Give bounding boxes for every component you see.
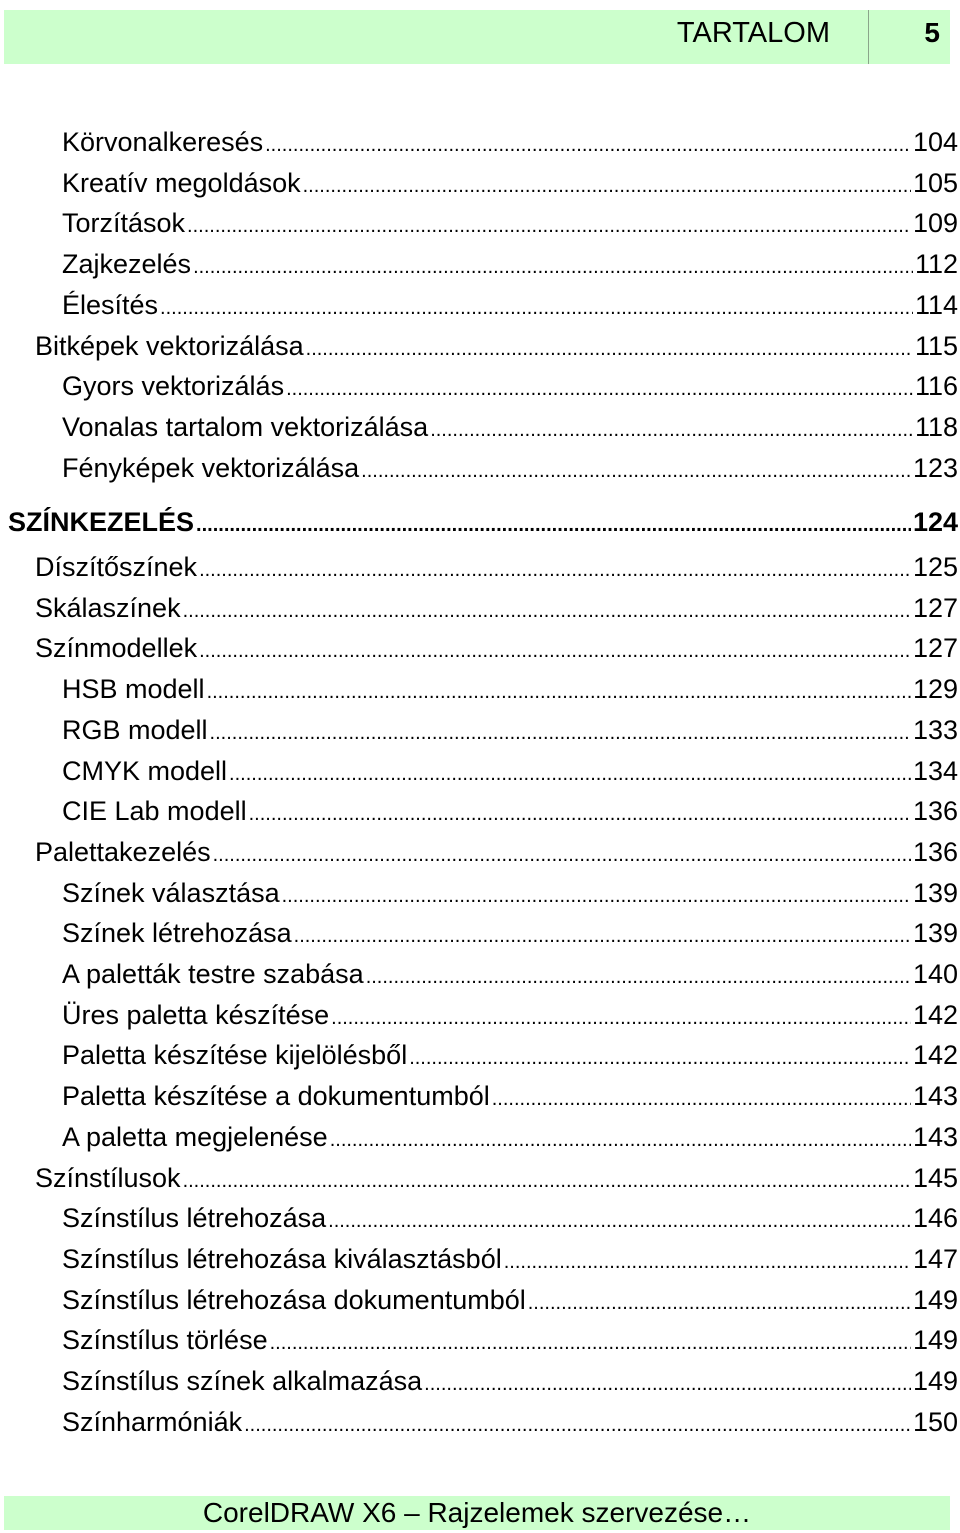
- toc-leader-dots: [286, 371, 913, 404]
- toc-leader-dots: [183, 593, 911, 626]
- toc-leader-dots: [213, 837, 911, 870]
- toc-entry-page: 150: [912, 1407, 958, 1437]
- toc-entry-label: Bitképek vektorizálása: [35, 331, 304, 361]
- toc-entry[interactable]: [62, 1282, 958, 1318]
- toc-entry[interactable]: [35, 630, 958, 666]
- toc-entry[interactable]: [62, 1241, 958, 1277]
- toc-entry[interactable]: [62, 1119, 958, 1155]
- toc-entry-label: Díszítőszínek: [35, 552, 198, 582]
- toc-leader-dots: [270, 1325, 911, 1358]
- toc-entry[interactable]: [35, 1160, 958, 1196]
- toc-leader-dots: [160, 290, 913, 323]
- toc-entry-page: 123: [912, 453, 958, 483]
- toc-leader-dots: [303, 168, 911, 201]
- toc-entry-label: Színstílus létrehozása: [62, 1203, 327, 1233]
- toc-entry[interactable]: [62, 124, 958, 160]
- toc-leader-dots: [193, 249, 913, 282]
- toc-entry-page: 139: [912, 918, 958, 948]
- toc-entry-label: A paletták testre szabása: [62, 959, 364, 989]
- toc-leader-dots: [504, 1244, 911, 1277]
- toc-entry-label: SZÍNKEZELÉS: [8, 507, 195, 537]
- toc-entry-label: HSB modell: [62, 674, 205, 704]
- toc-entry-page: 142: [912, 1040, 958, 1070]
- toc-entry-label: Üres paletta készítése: [62, 1000, 330, 1030]
- toc-entry-label: Színstílus létrehozása dokumentumból: [62, 1285, 526, 1315]
- toc-entry-page: 127: [912, 593, 958, 623]
- toc-entry[interactable]: [35, 328, 958, 364]
- toc-entry-label: Vonalas tartalom vektorizálása: [62, 412, 429, 442]
- toc-entry[interactable]: [62, 1078, 958, 1114]
- toc-entry-label: Színek létrehozása: [62, 918, 292, 948]
- toc-leader-dots: [306, 331, 913, 364]
- toc-entry-page: 143: [912, 1081, 958, 1111]
- toc-entry[interactable]: [62, 1200, 958, 1236]
- toc-leader-dots: [430, 412, 913, 445]
- toc-entry-page: 147: [912, 1244, 958, 1274]
- toc-entry-page: 129: [912, 674, 958, 704]
- page-footer: [4, 1496, 950, 1530]
- toc-entry-page: 145: [912, 1163, 958, 1193]
- toc-entry-label: Színek választása: [62, 878, 280, 908]
- toc-entry-label: Élesítés: [62, 290, 159, 320]
- toc-entry-page: 142: [912, 1000, 958, 1030]
- toc-chapter-entry[interactable]: [8, 504, 958, 540]
- toc-entry-page: 104: [912, 127, 958, 157]
- toc-entry-label: Színmodellek: [35, 633, 198, 663]
- toc-entry-label: Zajkezelés: [62, 249, 192, 279]
- toc-entry-label: RGB modell: [62, 715, 208, 745]
- toc-entry[interactable]: [62, 915, 958, 951]
- toc-entry-label: Színharmóniák: [62, 1407, 243, 1437]
- toc-entry[interactable]: [62, 956, 958, 992]
- toc-entry-label: Színstílus színek alkalmazása: [62, 1366, 423, 1396]
- toc-leader-dots: [361, 453, 911, 486]
- toc-entry[interactable]: [62, 753, 958, 789]
- toc-entry-label: CMYK modell: [62, 756, 228, 786]
- toc-entry-page: 116: [914, 371, 958, 401]
- toc-entry-page: 109: [912, 208, 958, 238]
- toc-leader-dots: [331, 1000, 911, 1033]
- toc-entry-page: 133: [912, 715, 958, 745]
- toc-entry[interactable]: [62, 246, 958, 282]
- toc-leader-dots: [187, 208, 911, 241]
- toc-leader-dots: [330, 1122, 911, 1155]
- toc-entry-page: 105: [912, 168, 958, 198]
- toc-leader-dots: [249, 796, 911, 829]
- toc-entry-label: Színstílus törlése: [62, 1325, 268, 1355]
- toc-leader-dots: [229, 756, 911, 789]
- toc-entry-label: Torzítások: [62, 208, 186, 238]
- toc-entry[interactable]: [62, 1404, 958, 1440]
- toc-entry-page: 127: [912, 633, 958, 663]
- toc-entry-label: Palettakezelés: [35, 837, 211, 867]
- header-divider: [868, 10, 869, 64]
- toc-entry-page: 118: [914, 412, 958, 442]
- toc-entry[interactable]: [62, 793, 958, 829]
- toc-leader-dots: [282, 878, 911, 911]
- toc-entry-page: 149: [912, 1285, 958, 1315]
- toc-entry[interactable]: [62, 1363, 958, 1399]
- toc-leader-dots: [199, 633, 911, 666]
- toc-entry[interactable]: [62, 450, 958, 486]
- toc-entry-page: 125: [912, 552, 958, 582]
- toc-entry-label: Kreatív megoldások: [62, 168, 301, 198]
- toc-entry[interactable]: [62, 875, 958, 911]
- toc-entry-page: 112: [914, 249, 958, 279]
- toc-entry-label: Körvonalkeresés: [62, 127, 264, 157]
- toc-leader-dots: [183, 1163, 911, 1196]
- toc-entry-label: Paletta készítése kijelölésből: [62, 1040, 408, 1070]
- toc-entry[interactable]: [62, 1322, 958, 1358]
- toc-entry[interactable]: [62, 165, 958, 201]
- toc-leader-dots: [528, 1285, 911, 1318]
- toc-entry-page: 136: [912, 837, 958, 867]
- toc-leader-dots: [366, 959, 911, 992]
- toc-entry-label: A paletta megjelenése: [62, 1122, 328, 1152]
- page-header: [4, 10, 950, 64]
- toc-entry-page: 134: [912, 756, 958, 786]
- toc-leader-dots: [424, 1366, 911, 1399]
- toc-entry[interactable]: [35, 549, 958, 585]
- toc-entry-page: 124: [912, 507, 958, 537]
- toc-entry-page: 149: [912, 1325, 958, 1355]
- toc-entry-label: Paletta készítése a dokumentumból: [62, 1081, 490, 1111]
- toc-entry[interactable]: [62, 712, 958, 748]
- toc-entry[interactable]: [62, 368, 958, 404]
- toc-leader-dots: [265, 127, 911, 160]
- toc-entry[interactable]: [62, 409, 958, 445]
- toc-entry-page: 139: [912, 878, 958, 908]
- toc-entry[interactable]: [62, 997, 958, 1033]
- toc-leader-dots: [328, 1203, 911, 1236]
- toc-entry[interactable]: [35, 590, 958, 626]
- toc-entry-label: Gyors vektorizálás: [62, 371, 285, 401]
- toc-entry[interactable]: [62, 205, 958, 241]
- toc-leader-dots: [409, 1040, 911, 1073]
- toc-leader-dots: [294, 918, 911, 951]
- toc-entry[interactable]: [62, 1037, 958, 1073]
- header-page-number: 5: [924, 17, 940, 48]
- toc-entry[interactable]: [35, 834, 958, 870]
- footer-title: CorelDRAW X6 – Rajzelemek szervezése…: [202, 1497, 752, 1528]
- toc-entry-label: Színstílus létrehozása kiválasztásból: [62, 1244, 502, 1274]
- toc-entry[interactable]: [62, 671, 958, 707]
- toc-entry-page: 136: [912, 796, 958, 826]
- toc-leader-dots: [199, 552, 911, 585]
- toc-entry-page: 114: [914, 290, 958, 320]
- toc-entry[interactable]: [62, 287, 958, 323]
- toc-entry-label: Fényképek vektorizálása: [62, 453, 360, 483]
- toc-entry-label: CIE Lab modell: [62, 796, 247, 826]
- header-title: TARTALOM: [676, 17, 830, 49]
- toc-entry-page: 143: [912, 1122, 958, 1152]
- toc-leader-dots: [210, 715, 911, 748]
- toc-entry-label: Skálaszínek: [35, 593, 181, 623]
- toc-entry-page: 115: [914, 331, 958, 361]
- toc-entry-page: 140: [912, 959, 958, 989]
- toc-entry-page: 146: [912, 1203, 958, 1233]
- toc-entry-label: Színstílusok: [35, 1163, 181, 1193]
- toc-leader-dots: [492, 1081, 911, 1114]
- toc-leader-dots: [244, 1407, 911, 1440]
- toc-entry-page: 149: [912, 1366, 958, 1396]
- toc-leader-dots: [207, 674, 911, 707]
- toc-leader-dots: [196, 507, 911, 540]
